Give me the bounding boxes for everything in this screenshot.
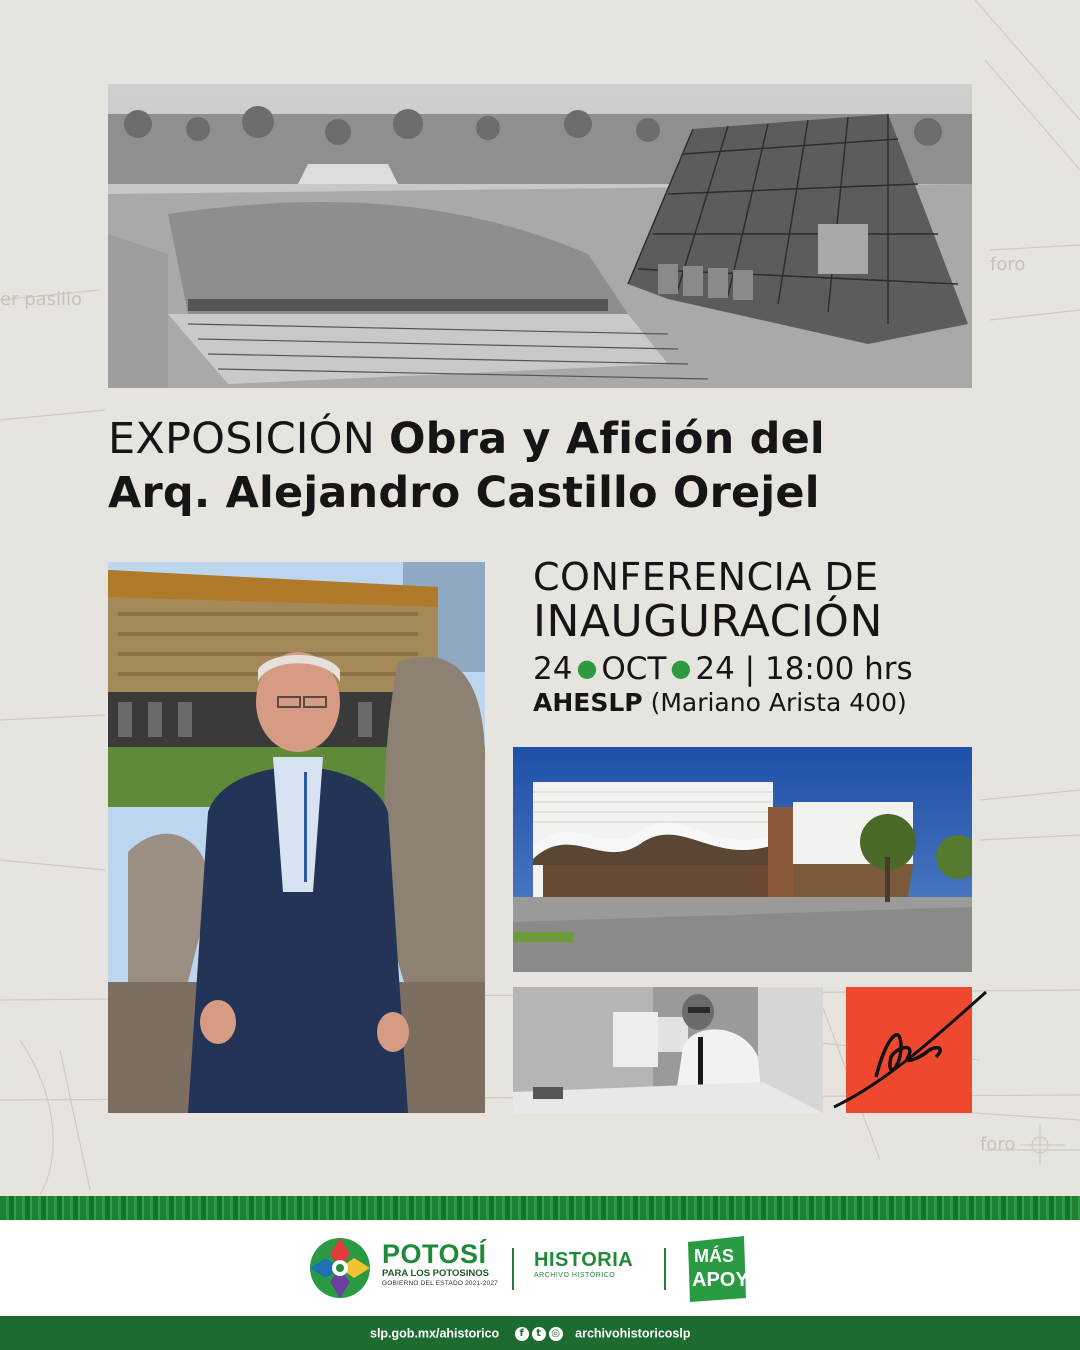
title-bold-line2: Arq. Alejandro Castillo Orejel	[108, 468, 820, 518]
conference-info	[533, 556, 973, 719]
svg-text:foro: foro	[980, 1134, 1016, 1155]
social-footer	[0, 1316, 1080, 1350]
construction-photo	[108, 84, 972, 388]
apoyo-text: APOYO	[692, 1269, 765, 1291]
conference-place	[533, 687, 973, 719]
historia-sub: ARCHIVO HISTÓRICO	[534, 1272, 616, 1279]
signature-logo	[846, 987, 972, 1113]
twitter-icon[interactable]: t	[532, 1327, 546, 1341]
svg-text:foro: foro	[990, 254, 1026, 275]
social-handle[interactable]: archivohistoricoslp	[575, 1326, 691, 1341]
svg-text:er pasillo: er pasillo	[0, 289, 83, 310]
conference-time: 18:00 hrs	[764, 651, 913, 687]
historia-logo	[534, 1248, 633, 1279]
potosi-name: POTOSÍ	[382, 1239, 487, 1269]
architect-portrait	[108, 562, 485, 1113]
exhibition-title	[108, 412, 972, 520]
title-bold-line1: Obra y Afición del	[388, 414, 825, 464]
mas-text: MÁS	[694, 1246, 734, 1266]
place-address: (Mariano Arista 400)	[650, 688, 907, 717]
potosi-government: GOBIERNO DEL ESTADO 2021-2027	[382, 1280, 498, 1287]
instagram-icon[interactable]: ◎	[549, 1327, 563, 1341]
facebook-icon[interactable]: f	[515, 1327, 529, 1341]
date-day: 24	[533, 651, 573, 687]
green-pattern-band	[0, 1196, 1080, 1220]
mas-apoyo-logo	[684, 1234, 774, 1304]
logos-row	[306, 1234, 776, 1306]
modern-house-photo	[513, 747, 972, 972]
website-link[interactable]: slp.gob.mx/ahistorico	[370, 1326, 500, 1341]
potosi-wordmark	[382, 1240, 498, 1288]
conference-heading: CONFERENCIA DE	[533, 555, 879, 599]
dot-separator: ●	[576, 654, 598, 682]
logo-divider	[664, 1248, 666, 1290]
place-name: AHESLP	[533, 688, 643, 717]
title-prefix: EXPOSICIÓN	[108, 414, 376, 464]
pipe-separator: |	[744, 651, 756, 687]
date-month: OCT	[601, 651, 667, 687]
dot-separator: ●	[670, 654, 692, 682]
conference-date	[533, 650, 973, 687]
architect-at-desk-photo	[513, 987, 823, 1113]
logo-divider	[512, 1248, 514, 1290]
date-year: 24	[695, 651, 735, 687]
potosi-logo-icon	[306, 1234, 374, 1302]
conference-subheading: INAUGURACIÓN	[533, 596, 883, 647]
historia-name: HISTORIA	[534, 1249, 634, 1271]
potosi-tagline: PARA LOS POTOSINOS	[382, 1268, 489, 1279]
